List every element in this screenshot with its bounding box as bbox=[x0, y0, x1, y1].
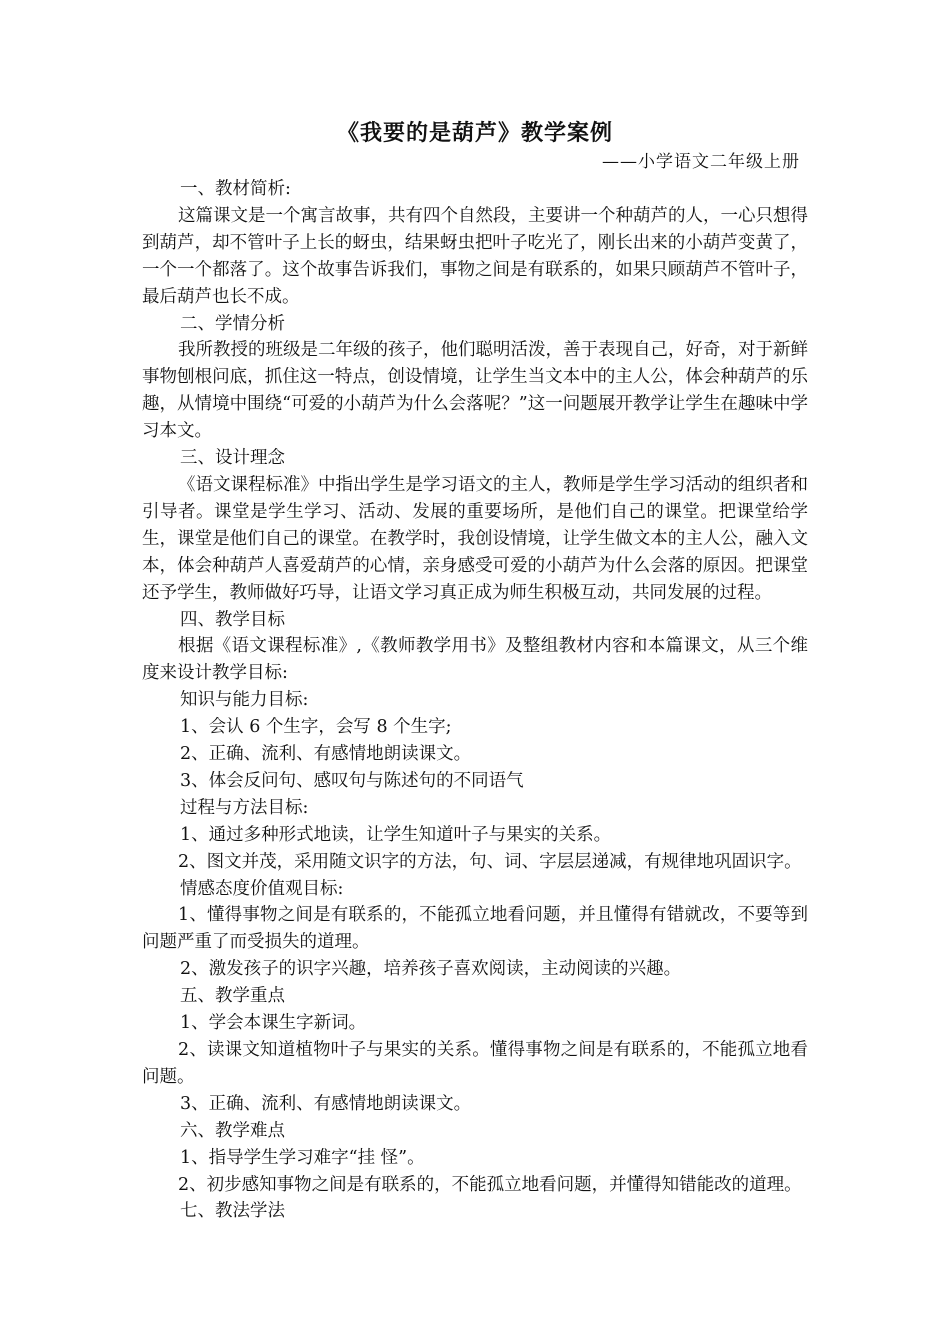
document-body bbox=[142, 176, 808, 1225]
section-heading-methods: 七、教法学法 bbox=[180, 1201, 285, 1222]
list-item-goal: 1、懂得事物之间是有联系的，不能孤立地看问题，并且懂得有错就改，不要等到问题严重了而受损失的道理。 bbox=[142, 905, 808, 953]
paragraph-teaching-goals-intro: 根据《语文课程标准》,《教师教学用书》及整组教材内容和本篇课文，从三个维度来设计教学目标: bbox=[142, 636, 808, 684]
list-item-key-point: 2、读课文知道植物叶子与果实的关系。懂得事物之间是有联系的，不能孤立地看问题。 bbox=[142, 1040, 808, 1087]
section-heading-teaching-goals: 四、教学目标 bbox=[180, 609, 285, 630]
paragraph-learner-analysis: 我所教授的班级是二年级的孩子，他们聪明活泼，善于表现自己，好奇，对于新鲜事物刨根问底，抓住这一特点，创设情境，让学生当文本中的主人公，体会种葫芦的乐趣，从情境中围绕“可爱的小葫芦为什么会落呢？”这一问题展开教学让学生在趣味中学习本文。 bbox=[142, 340, 808, 442]
list-item-goal: 3、体会反问句、感叹句与陈述句的不同语气 bbox=[180, 770, 524, 791]
subheading-process-goals: 过程与方法目标: bbox=[180, 797, 309, 818]
paragraph-textbook-analysis: 这篇课文是一个寓言故事，共有四个自然段，主要讲一个种葫芦的人，一心只想得到葫芦，却不管叶子上长的蚜虫，结果蚜虫把叶子吃光了，刚长出来的小葫芦变黄了，一个一个都落了。这个故事告诉我们，事物之间是有联系的，如果只顾葫芦不管叶子，最后葫芦也长不成。 bbox=[142, 205, 808, 307]
list-item-difficulty: 1、指导学生学习难字“挂 怪”。 bbox=[180, 1147, 425, 1168]
paragraph-design-concept: 《语文课程标准》中指出学生是学习语文的主人，教师是学生学习活动的组织者和引导者。课堂是学生学习、活动、发展的重要场所，是他们自己的课堂。把课堂给学生，课堂是他们自己的课堂。在教学时，我创设情境，让学生做文本的主人公，融入文本，体会种葫芦人喜爱葫芦的心情，亲身感受可爱的小葫芦为什么会落的原因。把课堂还予学生，教师做好巧导，让语文学习真正成为师生积极互动，共同发展的过程。 bbox=[142, 474, 808, 603]
subheading-attitude-goals: 情感态度价值观目标: bbox=[180, 878, 344, 899]
list-item-goal: 1、会认 6 个生字，会写 8 个生字; bbox=[180, 717, 452, 738]
document-title: 《我要的是葫芦》教学案例 bbox=[336, 120, 613, 146]
list-item-goal: 1、通过多种形式地读，让学生知道叶子与果实的关系。 bbox=[180, 824, 612, 845]
list-item-goal: 2、正确、流利、有感情地朗读课文。 bbox=[180, 744, 472, 765]
list-item-key-point: 3、正确、流利、有感情地朗读课文。 bbox=[180, 1093, 472, 1114]
section-heading-key-points: 五、教学重点 bbox=[180, 986, 285, 1007]
section-heading-design-concept: 三、设计理念 bbox=[180, 448, 285, 469]
list-item-goal: 2、激发孩子的识字兴趣，培养孩子喜欢阅读，主动阅读的兴趣。 bbox=[180, 959, 682, 980]
section-heading-difficulties: 六、教学难点 bbox=[180, 1120, 285, 1141]
list-item-key-point: 1、学会本课生字新词。 bbox=[180, 1013, 367, 1034]
document-subtitle: ——小学语文二年级上册 bbox=[602, 152, 800, 172]
section-heading-learner-analysis: 二、学情分析 bbox=[180, 313, 285, 334]
list-item-difficulty: 2、初步感知事物之间是有联系的，不能孤立地看问题，并懂得知错能改的道理。 bbox=[178, 1174, 802, 1195]
list-item-goal: 2、图文并茂，采用随文识字的方法，句、词、字层层递减，有规律地巩固识字。 bbox=[178, 851, 802, 872]
subheading-knowledge-goals: 知识与能力目标: bbox=[180, 690, 309, 711]
section-heading-textbook-analysis: 一、教材简析: bbox=[180, 179, 291, 199]
